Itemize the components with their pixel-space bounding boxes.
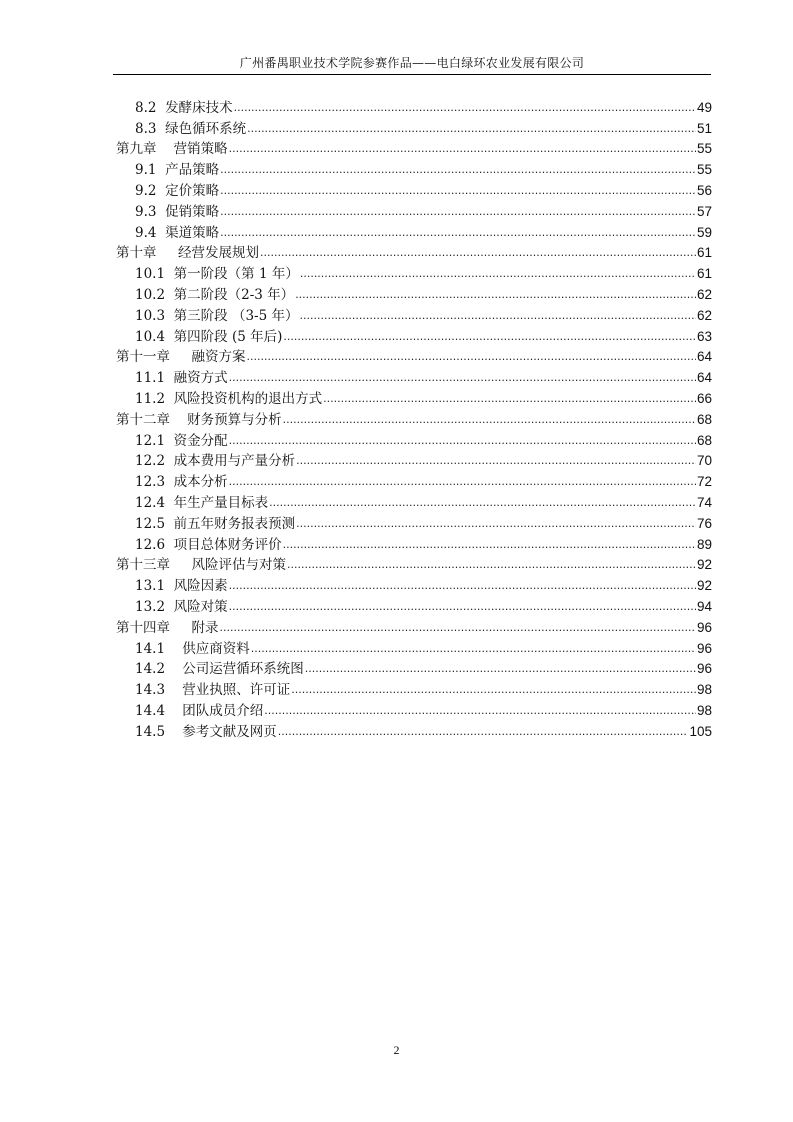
toc-dot-leader [264, 702, 696, 720]
toc-section-entry[interactable] [116, 595, 712, 616]
toc-entry-page: 64 [696, 349, 712, 365]
toc-entry-spacer [165, 702, 182, 720]
toc-entry-title: 前五年财务报表预测 [173, 515, 296, 532]
toc-entry-page: 76 [696, 515, 712, 531]
toc-entry-number: 9.3 [135, 203, 157, 220]
toc-section-entry[interactable] [116, 658, 712, 679]
toc-entry-number: 10.3 [135, 307, 166, 324]
toc-entry-number: 13.1 [135, 578, 166, 595]
toc-entry-page: 64 [696, 370, 712, 386]
toc-entry-spacer [157, 244, 178, 262]
toc-section-entry[interactable] [116, 117, 712, 138]
toc-section-entry[interactable] [116, 262, 712, 283]
toc-entry-title: 第三阶段 （3-5 年） [173, 307, 299, 324]
toc-entry-number: 14.1 [135, 640, 166, 657]
toc-dot-leader [229, 598, 696, 616]
toc-entry-spacer [165, 390, 174, 408]
toc-section-entry[interactable] [116, 720, 712, 741]
toc-entry-page: 55 [696, 162, 712, 178]
toc-entry-title: 第一阶段（第 1 年） [173, 266, 299, 283]
toc-entry-page: 98 [696, 682, 712, 698]
toc-entry-page: 72 [696, 474, 712, 490]
toc-dot-leader [278, 723, 689, 741]
toc-entry-title: 成本分析 [173, 474, 228, 491]
toc-entry-number: 第十章 [116, 245, 157, 262]
toc-entry-number: 11.1 [135, 370, 166, 387]
toc-dot-leader [283, 411, 696, 429]
toc-entry-page: 49 [696, 99, 712, 115]
toc-entry-spacer [156, 224, 165, 242]
toc-entry-spacer [165, 307, 174, 325]
toc-section-entry[interactable] [116, 200, 712, 221]
toc-entry-title: 融资方式 [173, 370, 228, 387]
toc-entry-title: 促销策略 [165, 203, 220, 220]
toc-chapter-entry[interactable] [116, 408, 712, 429]
toc-dot-leader [229, 369, 696, 387]
toc-dot-leader [251, 640, 696, 658]
toc-dot-leader [234, 99, 696, 117]
toc-dot-leader [220, 224, 696, 242]
toc-entry-page: 74 [696, 494, 712, 510]
toc-entry-page: 92 [696, 578, 712, 594]
toc-entry-page: 63 [696, 328, 712, 344]
toc-entry-spacer [170, 619, 191, 637]
toc-entry-number: 11.2 [135, 390, 166, 407]
toc-entry-spacer [156, 203, 165, 221]
toc-dot-leader [323, 390, 696, 408]
toc-entry-spacer [156, 99, 165, 117]
toc-entry-title: 融资方案 [191, 349, 246, 366]
toc-dot-leader [283, 328, 696, 346]
toc-section-entry[interactable] [116, 304, 712, 325]
toc-entry-number: 12.6 [135, 536, 166, 553]
toc-entry-page: 96 [696, 619, 712, 635]
toc-entry-number: 10.4 [135, 328, 166, 345]
toc-entry-spacer [165, 515, 174, 533]
toc-entry-title: 资金分配 [173, 432, 228, 449]
toc-section-entry[interactable] [116, 158, 712, 179]
toc-entry-spacer [165, 494, 174, 512]
toc-chapter-entry[interactable] [116, 616, 712, 637]
toc-entry-number: 9.2 [135, 182, 157, 199]
toc-entry-spacer [165, 328, 174, 346]
toc-entry-title: 参考文献及网页 [182, 723, 277, 740]
toc-entry-title: 发酵床技术 [165, 99, 233, 116]
page-number: 2 [393, 1043, 400, 1057]
toc-dot-leader [283, 536, 696, 554]
toc-entry-number: 12.5 [135, 515, 166, 532]
toc-entry-spacer [156, 161, 165, 179]
toc-dot-leader [247, 120, 696, 138]
toc-entry-page: 59 [696, 224, 712, 240]
toc-entry-number: 10.2 [135, 286, 166, 303]
toc-dot-leader [219, 619, 696, 637]
toc-entry-spacer [165, 369, 174, 387]
toc-entry-number: 第九章 [116, 141, 157, 158]
toc-entry-page: 62 [696, 307, 712, 323]
toc-entry-spacer [165, 723, 182, 741]
toc-entry-number: 12.4 [135, 494, 166, 511]
toc-entry-title: 绿色循环系统 [165, 120, 247, 137]
toc-dot-leader [287, 556, 696, 574]
toc-dot-leader [305, 660, 696, 678]
toc-section-entry[interactable] [116, 366, 712, 387]
toc-entry-title: 风险投资机构的退出方式 [173, 390, 323, 407]
toc-dot-leader [269, 494, 696, 512]
toc-entry-spacer [165, 432, 174, 450]
toc-section-entry[interactable] [116, 574, 712, 595]
toc-chapter-entry[interactable] [116, 346, 712, 367]
toc-entry-page: 105 [689, 723, 712, 739]
toc-entry-page: 56 [696, 182, 712, 198]
toc-entry-number: 12.1 [135, 432, 166, 449]
toc-entry-number: 8.2 [135, 99, 157, 116]
toc-entry-spacer [165, 577, 174, 595]
page-header: 广州番禺职业技术学院参赛作品——电白绿环农业发展有限公司 [239, 56, 585, 70]
toc-entry-number: 9.1 [135, 162, 157, 179]
toc-chapter-entry[interactable] [116, 138, 712, 159]
toc-chapter-entry[interactable] [116, 554, 712, 575]
toc-dot-leader [300, 265, 696, 283]
toc-section-entry[interactable] [116, 179, 712, 200]
toc-section-entry[interactable] [116, 450, 712, 471]
toc-entry-number: 13.2 [135, 598, 166, 615]
toc-entry-spacer [165, 473, 174, 491]
toc-dot-leader [299, 307, 695, 325]
toc-section-entry[interactable] [116, 533, 712, 554]
toc-entry-page: 98 [696, 702, 712, 718]
toc-entry-number: 12.2 [135, 453, 166, 470]
toc-section-entry[interactable] [116, 512, 712, 533]
toc-entry-page: 89 [696, 536, 712, 552]
toc-entry-page: 70 [696, 453, 712, 469]
toc-section-entry[interactable] [116, 637, 712, 658]
toc-entry-title: 营业执照、许可证 [182, 682, 291, 699]
toc-section-entry[interactable] [116, 283, 712, 304]
toc-entry-spacer [165, 681, 182, 699]
toc-entry-number: 14.2 [135, 661, 166, 678]
toc-dot-leader [229, 140, 696, 158]
toc-section-entry[interactable] [116, 491, 712, 512]
toc-entry-title: 第四阶段 (5 年后) [173, 328, 283, 345]
toc-dot-leader [296, 515, 696, 533]
toc-entry-title: 供应商资料 [182, 640, 250, 657]
toc-entry-spacer [165, 660, 182, 678]
toc-section-entry[interactable] [116, 470, 712, 491]
toc-section-entry[interactable] [116, 429, 712, 450]
toc-entry-page: 57 [696, 203, 712, 219]
toc-entry-spacer [156, 182, 165, 200]
toc-entry-page: 66 [696, 390, 712, 406]
toc-entry-spacer [165, 640, 182, 658]
toc-entry-spacer [165, 286, 174, 304]
toc-section-entry[interactable] [116, 221, 712, 242]
toc-entry-title: 渠道策略 [165, 224, 220, 241]
toc-entry-number: 14.5 [135, 723, 166, 740]
toc-dot-leader [229, 577, 696, 595]
toc-entry-title: 年生产量目标表 [173, 494, 269, 511]
toc-entry-title: 团队成员介绍 [182, 702, 264, 719]
toc-entry-page: 94 [696, 598, 712, 614]
toc-entry-title: 经营发展规划 [177, 245, 259, 262]
toc-entry-page: 51 [696, 120, 712, 136]
toc-entry-title: 定价策略 [165, 182, 220, 199]
toc-entry-spacer [170, 556, 191, 574]
toc-dot-leader [246, 348, 696, 366]
toc-entry-number: 8.3 [135, 120, 157, 137]
toc-entry-spacer [165, 598, 174, 616]
toc-entry-title: 营销策略 [173, 141, 228, 158]
toc-entry-spacer [165, 536, 174, 554]
table-of-contents [116, 96, 712, 741]
toc-entry-number: 第十二章 [116, 411, 170, 428]
toc-entry-title: 第二阶段（2-3 年） [173, 286, 295, 303]
toc-entry-page: 96 [696, 640, 712, 656]
toc-entry-spacer [157, 140, 174, 158]
toc-entry-number: 9.4 [135, 224, 157, 241]
toc-entry-number: 第十四章 [116, 619, 170, 636]
toc-dot-leader [296, 452, 696, 470]
toc-section-entry[interactable] [116, 325, 712, 346]
toc-entry-page: 62 [696, 286, 712, 302]
toc-entry-title: 项目总体财务评价 [173, 536, 282, 553]
toc-entry-title: 财务预算与分析 [187, 411, 282, 428]
toc-entry-title: 产品策略 [165, 162, 220, 179]
header-divider [113, 74, 711, 75]
toc-dot-leader [220, 182, 696, 200]
toc-entry-number: 10.1 [135, 266, 166, 283]
toc-section-entry[interactable] [116, 96, 712, 117]
toc-entry-number: 12.3 [135, 474, 166, 491]
toc-entry-title: 附录 [191, 619, 219, 636]
toc-dot-leader [229, 432, 696, 450]
toc-entry-page: 55 [696, 141, 712, 157]
toc-chapter-entry[interactable] [116, 242, 712, 263]
toc-entry-spacer [165, 452, 174, 470]
toc-dot-leader [260, 244, 696, 262]
toc-entry-title: 公司运营循环系统图 [182, 661, 304, 678]
toc-entry-spacer [170, 348, 191, 366]
toc-entry-title: 风险对策 [173, 598, 228, 615]
toc-dot-leader [220, 161, 696, 179]
toc-entry-title: 风险因素 [173, 578, 228, 595]
toc-entry-page: 96 [696, 661, 712, 677]
toc-entry-page: 92 [696, 557, 712, 573]
toc-entry-page: 61 [696, 266, 712, 282]
toc-dot-leader [220, 203, 696, 221]
toc-dot-leader [291, 681, 696, 699]
toc-entry-title: 风险评估与对策 [191, 557, 286, 574]
toc-dot-leader [295, 286, 696, 304]
toc-entry-number: 14.3 [135, 682, 166, 699]
toc-entry-page: 68 [696, 432, 712, 448]
toc-dot-leader [229, 473, 696, 491]
toc-entry-spacer [170, 411, 187, 429]
toc-section-entry[interactable] [116, 699, 712, 720]
toc-entry-number: 第十三章 [116, 557, 170, 574]
toc-entry-number: 第十一章 [116, 349, 170, 366]
toc-entry-spacer [165, 265, 174, 283]
toc-section-entry[interactable] [116, 678, 712, 699]
toc-entry-number: 14.4 [135, 702, 166, 719]
toc-entry-page: 68 [696, 411, 712, 427]
toc-entry-page: 61 [696, 245, 712, 261]
toc-entry-spacer [156, 120, 165, 138]
toc-section-entry[interactable] [116, 387, 712, 408]
toc-entry-title: 成本费用与产量分析 [173, 453, 296, 470]
